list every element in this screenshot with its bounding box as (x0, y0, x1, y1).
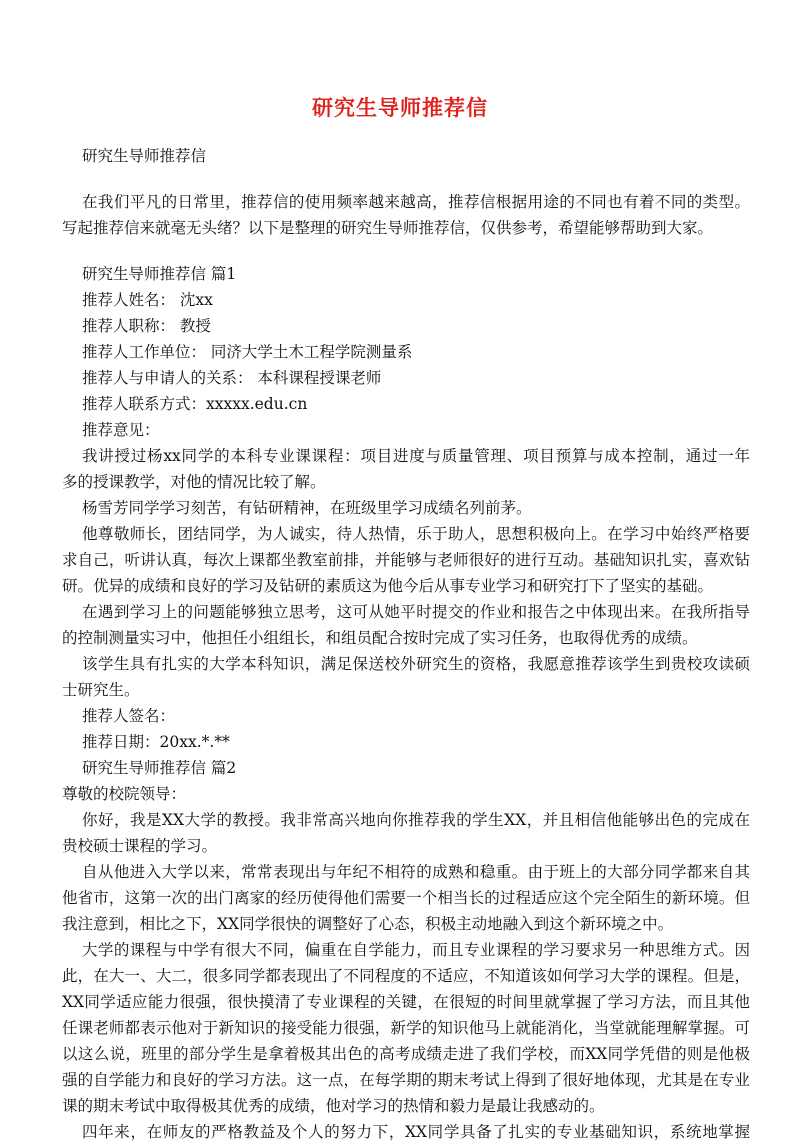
recommender-unit: 推荐人工作单位： 同济大学土木工程学院测量系 (82, 343, 413, 361)
body-line: 四年来，在师友的严格教益及个人的努力下，XX同学具备了扎实的专业基础知识，系统地掌握 (82, 1123, 750, 1141)
intro-line: 写起推荐信来就毫无头绪？以下是整理的研究生导师推荐信，仅供参考，希望能够帮助到大家。 (62, 219, 714, 237)
opinion-label: 推荐意见： (82, 421, 160, 439)
salutation: 尊敬的校院领导： (62, 785, 187, 803)
date-line: 推荐日期：20xx.*.** (82, 733, 230, 751)
body-line: 大学的课程与中学有很大不同，偏重在自学能力，而且专业课程的学习要求另一种思维方式。因 (82, 941, 750, 959)
section-heading: 研究生导师推荐信 篇1 (82, 265, 237, 283)
body-line: 多的授课教学，对他的情况比较了解。 (62, 473, 326, 491)
body-line: 研。优异的成绩和良好的学习及钻研的素质这为他今后从事专业学习和研究打下了坚实的基础。 (62, 577, 714, 595)
body-line: 他省市，这第一次的出门离家的经历使得他们需要一个相当长的过程适应这个完全陌生的新环境。但 (62, 889, 750, 907)
document-title: 研究生导师推荐信 (312, 95, 488, 120)
signature-label: 推荐人签名： (82, 707, 176, 725)
body-line: 强的自学能力和良好的学习方法。这一点，在每学期的期末考试上得到了很好地体现，尤其是在专业 (62, 1071, 750, 1089)
body-line: 课的期末考试中取得极其优秀的成绩，他对学习的热情和毅力是最让我感动的。 (62, 1097, 605, 1115)
body-line: 我注意到，相比之下，XX同学很快的调整好了心态，积极主动地融入到这个新环境之中。 (62, 915, 674, 933)
recommender-contact: 推荐人联系方式：xxxxx.edu.cn (82, 395, 308, 413)
body-line: 自从他进入大学以来，常常表现出与年纪不相符的成熟和稳重。由于班上的大部分同学都来自其 (82, 863, 750, 881)
body-line: 此，在大一、大二，很多同学都表现出了不同程度的不适应，不知道该如何学习大学的课程。但是， (62, 967, 750, 985)
subtitle-line: 研究生导师推荐信 (82, 147, 207, 165)
section-heading: 研究生导师推荐信 篇2 (82, 759, 237, 777)
recommender-title: 推荐人职称： 教授 (82, 317, 211, 335)
body-line: 以这么说，班里的部分学生是拿着极其出色的高考成绩走进了我们学校，而XX同学凭借的则是他极 (62, 1045, 750, 1063)
body-line: 杨雪芳同学学习刻苦，有钻研精神，在班级里学习成绩名列前茅。 (82, 499, 532, 517)
body-line: 我讲授过杨xx同学的本科专业课课程：项目进度与质量管理、项目预算与成本控制，通过一年 (82, 447, 750, 465)
body-line: 该学生具有扎实的大学本科知识，满足保送校外研究生的资格，我愿意推荐该学生到贵校攻读硕 (82, 655, 750, 673)
body-line: 任课老师都表示他对于新知识的接受能力很强，新学的知识他马上就能消化，当堂就能理解掌握。可 (62, 1019, 750, 1037)
body-line: 贵校硕士课程的学习。 (62, 837, 218, 855)
intro-line: 在我们平凡的日常里，推荐信的使用频率越来越高，推荐信根据用途的不同也有着不同的类型。 (82, 193, 750, 211)
recommender-relation: 推荐人与申请人的关系： 本科课程授课老师 (82, 369, 382, 387)
body-line: 士研究生。 (62, 681, 140, 699)
body-line: 在遇到学习上的问题能够独立思考，这可从她平时提交的作业和报告之中体现出来。在我所指导 (82, 603, 750, 621)
body-line: 的控制测量实习中，他担任小组组长，和组员配合按时完成了实习任务，也取得优秀的成绩。 (62, 629, 698, 647)
recommender-name: 推荐人姓名： 沈xx (82, 291, 213, 309)
body-line: 他尊敬师长，团结同学，为人诚实，待人热情，乐于助人，思想积极向上。在学习中始终严格要 (82, 525, 750, 543)
body-line: 求自己，听讲认真，每次上课都坐教室前排，并能够与老师很好的进行互动。基础知识扎实，喜欢钻 (62, 551, 750, 569)
body-line: XX同学适应能力很强，很快摸清了专业课程的关键，在很短的时间里就掌握了学习方法，而且其他 (62, 993, 750, 1011)
body-line: 你好，我是XX大学的教授。我非常高兴地向你推荐我的学生XX，并且相信他能够出色的完成在 (82, 811, 750, 829)
